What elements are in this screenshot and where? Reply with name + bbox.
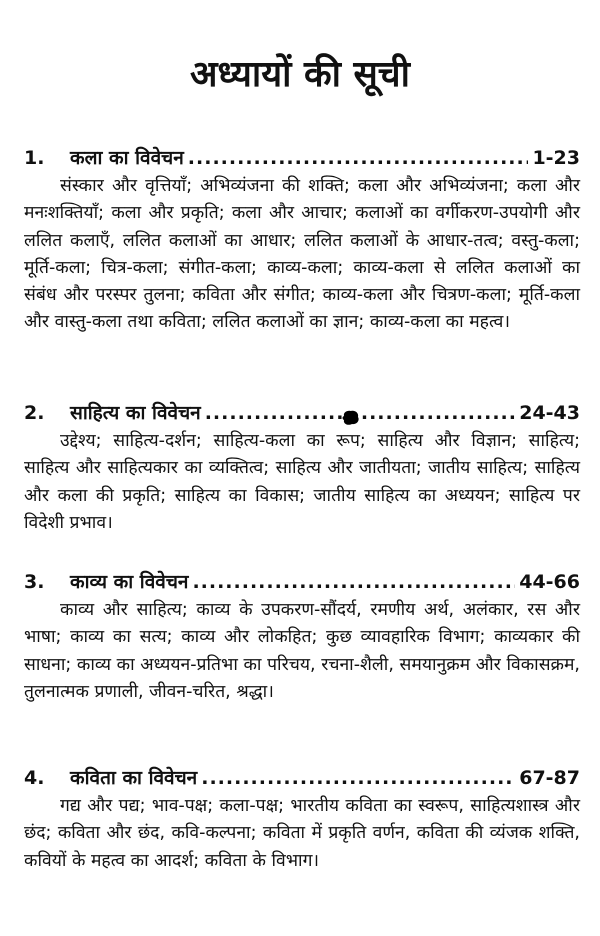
- chapter-1: [24, 143, 580, 337]
- chapter-topics: संस्कार और वृत्तियाँ; अभिव्यंजना की शक्ति; कला और अभिव्यंजना; कला और मनःशक्तियाँ; कला और प्रकृति; कला और आचार; कलाओं का वर्गीकरण-उपयोगी और ललित कलाएँ, ललित कलाओं का आधार; ललित कलाओं के आधार-तत्व; वस्तु-कला; मूर्ति-कला; चित्र-कला; संगीत-कला; काव्य-कला; काव्य-कला से ललित कलाओं का संबंध और परस्पर तुलना; कविता और संगीत; काव्य-कला और चित्रण-कला; मूर्ति-कला और वास्तु-कला तथा कविता; ललित कलाओं का ज्ञान; काव्य-कला का महत्व।: [24, 176, 580, 333]
- chapter-3: [24, 567, 580, 706]
- chapter-topics: गद्य और पद्य; भाव-पक्ष; कला-पक्ष; भारतीय कविता का स्वरूप, साहित्यशास्त्र और छंद; कविता और छंद, कवि-कल्पना; कविता में प्रकृति वर्णन, कविता की व्यंजक शक्ति, कवियों के महत्व का आदर्श; कविता के विभाग।: [24, 796, 580, 871]
- chapter-number: 3.: [24, 571, 45, 593]
- chapter-page-range: 44-66: [519, 571, 580, 593]
- chapter-topics: उद्देश्य; साहित्य-दर्शन; साहित्य-कला का रूप; साहित्य और विज्ञान; साहित्य; साहित्य और साहित्यकार का व्यक्तित्व; साहित्य और जातीयता; जातीय साहित्य; साहित्य और कला की प्रकृति; साहित्य का विकास; जातीय साहित्य का अध्ययन; साहित्य पर विदेशी प्रभाव।: [24, 431, 580, 533]
- chapter-heading: [24, 763, 580, 793]
- chapter-number: 2.: [24, 402, 45, 424]
- dot-leader: [192, 567, 515, 597]
- chapter-title: कविता का विवेचन: [70, 767, 198, 789]
- chapter-number: 4.: [24, 767, 45, 789]
- chapter-title: कला का विवेचन: [70, 147, 184, 169]
- chapter-heading: [24, 398, 580, 428]
- dot-leader: [201, 763, 515, 793]
- chapter-title: साहित्य का विवेचन: [70, 402, 201, 424]
- chapter-heading: [24, 567, 580, 597]
- chapter-page-range: 24-43: [519, 402, 580, 424]
- dot-leader: [188, 143, 529, 173]
- ink-blot: [341, 409, 361, 427]
- chapter-topics: काव्य और साहित्य; काव्य के उपकरण-सौंदर्य, रमणीय अर्थ, अलंकार, रस और भाषा; काव्य का सत्य; काव्य और लोकहित; कुछ व्यावहारिक विभाग; काव्यकार की साधना; काव्य का अध्ययन-प्रतिभा का परिचय, रचना-शैली, समयानुक्रम और विकासक्रम, तुलनात्मक प्रणाली, जीवन-चरित, श्रद्धा।: [24, 600, 580, 702]
- chapter-number: 1.: [24, 147, 45, 169]
- chapter-page-range: 67-87: [519, 767, 580, 789]
- chapter-2: [24, 398, 580, 537]
- chapter-title: काव्य का विवेचन: [70, 571, 189, 593]
- page-title: अध्यायों की सूची: [189, 54, 410, 95]
- chapter-heading: [24, 143, 580, 173]
- chapter-page-range: 1-23: [532, 147, 580, 169]
- chapter-4: [24, 763, 580, 875]
